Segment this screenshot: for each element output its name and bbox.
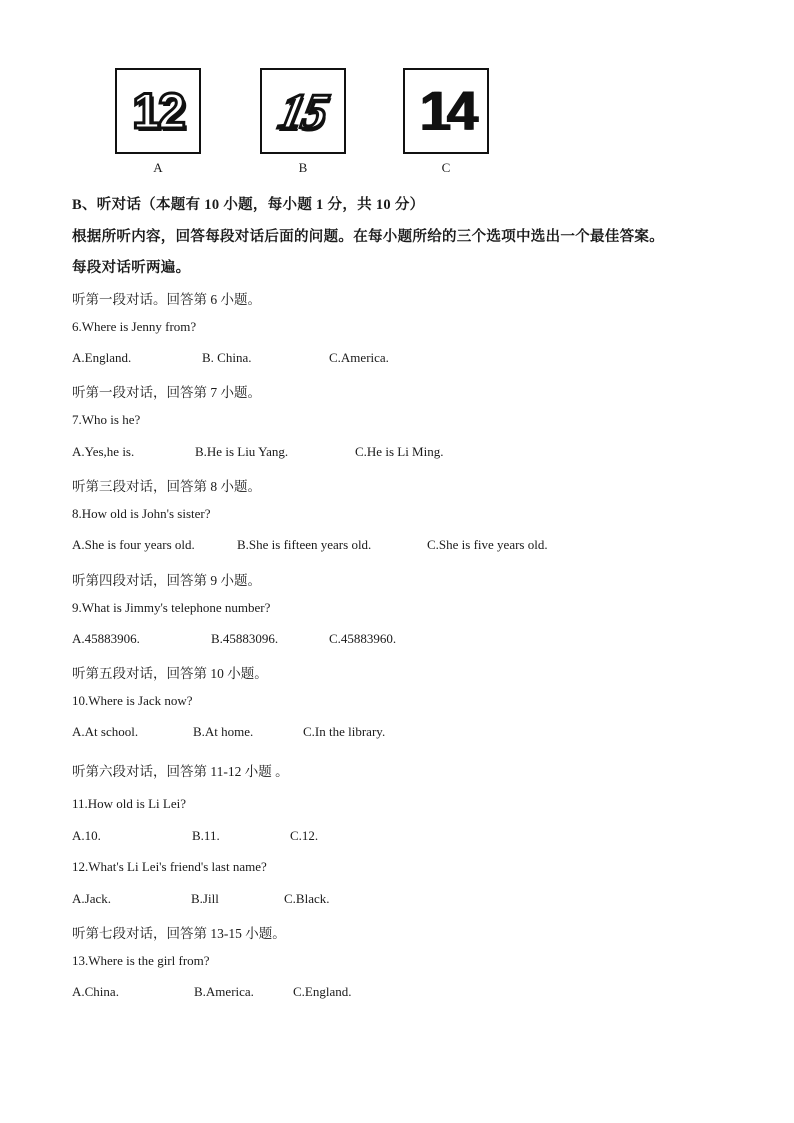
option-c: C.He is Li Ming.	[355, 444, 444, 459]
option-a: A.Jack.	[72, 891, 111, 906]
option-c: C.America.	[329, 350, 389, 365]
listening-prompt: 听第四段对话，回答第 9 小题。	[72, 573, 261, 588]
instruction-line: 根据所听内容，回答每段对话后面的问题。在每小题所给的三个选项中选出一个最佳答案。	[72, 229, 664, 245]
option-a: A.Yes,he is.	[72, 444, 135, 459]
question-text: 10.Where is Jack now?	[72, 693, 193, 708]
question-text: 6.Where is Jenny from?	[72, 319, 197, 334]
question-text: 11.How old is Li Lei?	[72, 796, 186, 811]
option-c: C.She is five years old.	[427, 537, 548, 552]
option-c: C.Black.	[284, 891, 330, 906]
option-b: B.Jill	[191, 891, 219, 906]
option-c: C.45883960.	[329, 631, 397, 646]
option-a: A.She is four years old.	[72, 537, 195, 552]
question-text: 9.What is Jimmy's telephone number?	[72, 600, 271, 615]
option-b: B.45883096.	[211, 631, 279, 646]
option-a: A.10.	[72, 828, 101, 843]
instruction-line: 每段对话听两遍。	[72, 260, 191, 276]
question-text: 7.Who is he?	[72, 412, 141, 427]
picture-option-a	[115, 68, 201, 176]
listening-prompt: 听第一段对话。回答第 6 小题。	[72, 292, 261, 307]
listening-prompt: 听第一段对话，回答第 7 小题。	[72, 385, 261, 400]
picture-number: 12	[132, 83, 184, 139]
number-pictures	[115, 68, 495, 178]
listening-prompt: 听第三段对话，回答第 8 小题。	[72, 479, 261, 494]
option-a: A.45883906.	[72, 631, 140, 646]
picture-option-c	[403, 68, 489, 176]
option-c: C.12.	[290, 828, 319, 843]
picture-frame	[260, 68, 346, 154]
picture-number: 14	[418, 79, 474, 142]
picture-caption: A	[153, 160, 163, 175]
option-b: B.She is fifteen years old.	[237, 537, 372, 552]
picture-caption: B	[298, 160, 308, 175]
option-c: C.In the library.	[303, 724, 386, 739]
option-c: C.England.	[293, 984, 352, 999]
picture-number: 15	[274, 83, 332, 139]
option-b: B.He is Liu Yang.	[195, 444, 289, 459]
option-b: B.At home.	[193, 724, 254, 739]
listening-prompt: 听第五段对话，回答第 10 小题。	[72, 666, 268, 681]
option-a: A.At school.	[72, 724, 139, 739]
option-b: B. China.	[202, 350, 252, 365]
option-a: A.China.	[72, 984, 119, 999]
picture-option-b	[260, 68, 346, 176]
option-a: A.England.	[72, 350, 132, 365]
question-text: 8.How old is John's sister?	[72, 506, 211, 521]
picture-frame	[115, 68, 201, 154]
picture-frame	[403, 68, 489, 154]
picture-caption: C	[441, 160, 451, 175]
listening-prompt: 听第六段对话，回答第 11-12 小题 。	[72, 764, 289, 779]
option-b: B.America.	[194, 984, 254, 999]
option-b: B.11.	[192, 828, 220, 843]
listening-prompt: 听第七段对话，回答第 13-15 小题。	[72, 926, 286, 941]
question-text: 12.What's Li Lei's friend's last name?	[72, 859, 267, 874]
section-title: B、听对话（本题有 10 小题，每小题 1 分，共 10 分）	[72, 197, 425, 213]
question-text: 13.Where is the girl from?	[72, 953, 210, 968]
